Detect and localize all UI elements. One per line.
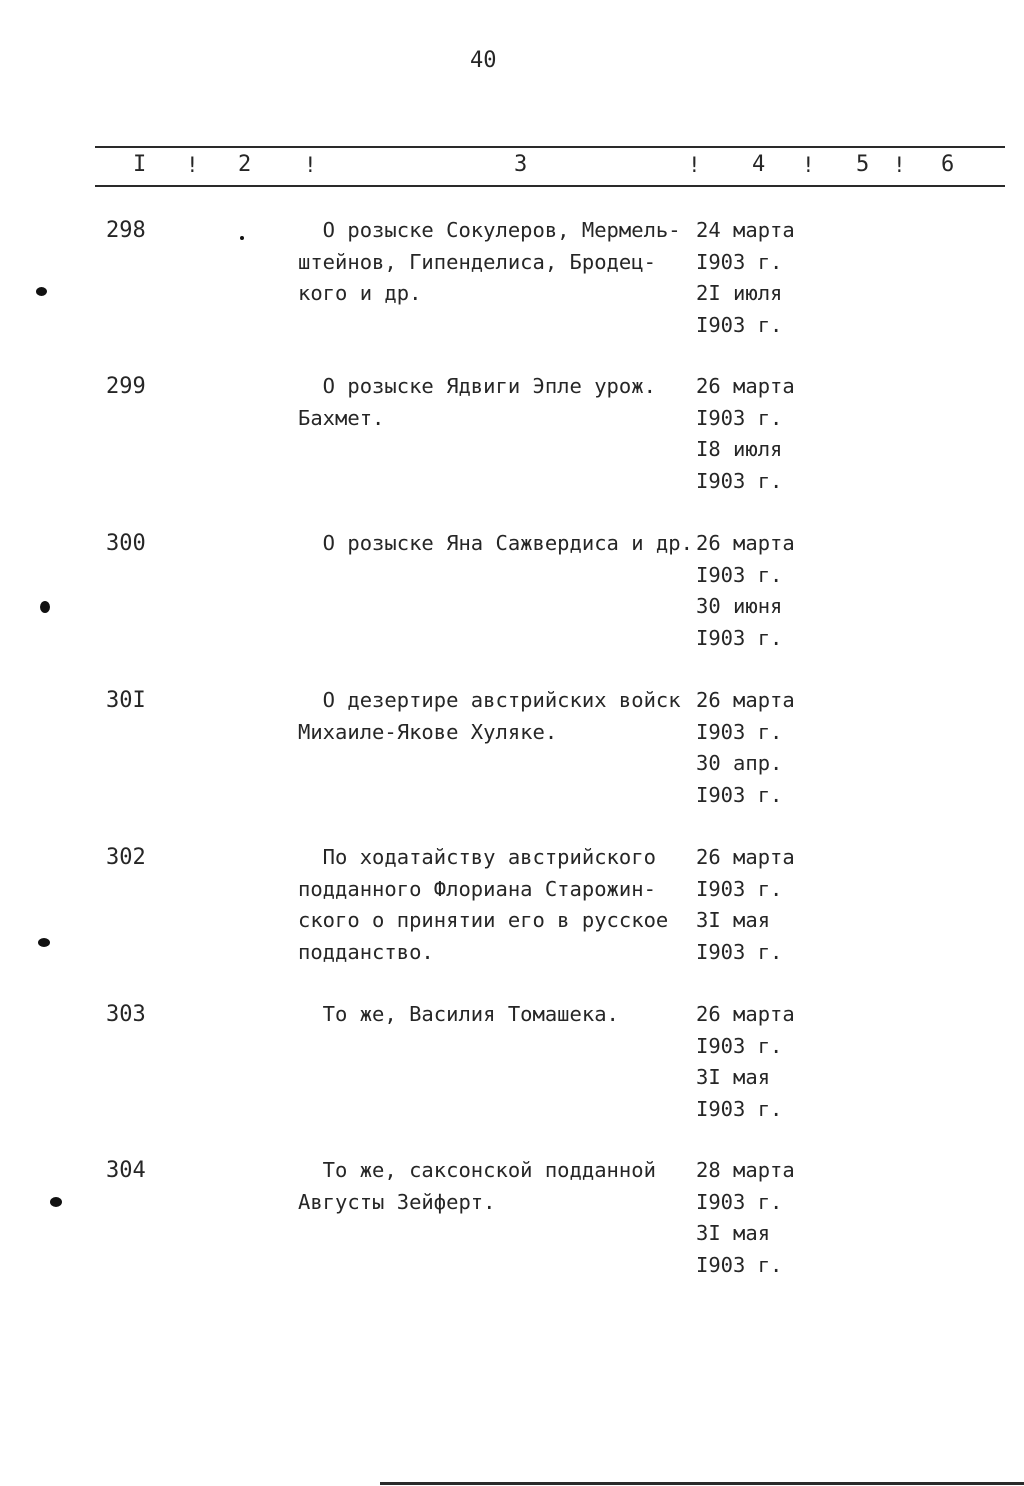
start-year: I903 г.	[696, 1189, 783, 1214]
column-separator: !	[688, 153, 701, 177]
record-title	[298, 215, 694, 310]
start-date: 26 марта	[696, 374, 795, 398]
scan-speck	[240, 236, 244, 240]
start-year: I903 г.	[696, 249, 783, 274]
start-year: I903 г.	[696, 1033, 783, 1058]
record-301	[0, 685, 1024, 835]
record-title	[298, 1155, 694, 1218]
record-title	[298, 999, 694, 1031]
record-title-line: подданного Флориана Старожин-	[298, 876, 656, 901]
record-300	[0, 528, 1024, 678]
scan-speck	[38, 938, 50, 947]
record-number: 298	[106, 218, 146, 243]
column-header-6: 6	[941, 152, 955, 177]
start-year: I903 г.	[696, 405, 783, 430]
start-year: I903 г.	[696, 876, 783, 901]
end-date: 2I июля	[696, 281, 783, 305]
record-title	[298, 842, 694, 968]
record-299	[0, 371, 1024, 521]
end-date: 30 апр.	[696, 751, 783, 775]
end-date: 30 июня	[696, 594, 783, 618]
column-separator: !	[304, 153, 317, 177]
record-dates	[696, 1155, 795, 1281]
page-number: 40	[470, 48, 497, 73]
start-date: 26 марта	[696, 688, 795, 712]
record-number: 302	[106, 845, 146, 870]
record-dates	[696, 999, 795, 1125]
column-header-4: 4	[752, 152, 766, 177]
start-date: 28 марта	[696, 1158, 795, 1182]
record-298	[0, 215, 1024, 365]
record-303	[0, 999, 1024, 1149]
end-year: I903 г.	[696, 782, 783, 807]
record-title-line: кого и др.	[298, 281, 422, 305]
record-title-line: То же, Василия Томашека.	[298, 1002, 619, 1026]
record-number: 304	[106, 1158, 146, 1183]
scan-speck	[50, 1197, 62, 1207]
record-302	[0, 842, 1024, 992]
start-date: 26 марта	[696, 1002, 795, 1026]
end-date: 3I мая	[696, 1065, 771, 1089]
scan-speck	[40, 601, 50, 613]
record-title	[298, 528, 694, 560]
end-year: I903 г.	[696, 1096, 783, 1121]
column-header-1: I	[133, 152, 147, 177]
record-title-line: Бахмет.	[298, 405, 385, 430]
column-separator: !	[186, 153, 199, 177]
record-title-line: ского о принятии его в русское	[298, 908, 669, 932]
record-number: 30I	[106, 688, 146, 713]
record-title-line: По ходатайству австрийского	[298, 845, 656, 869]
end-date: 3I мая	[696, 908, 771, 932]
scan-speck	[36, 287, 47, 296]
record-dates	[696, 842, 795, 968]
record-title-line: То же, саксонской подданной	[298, 1158, 656, 1182]
column-header-3: 3	[514, 152, 528, 177]
record-dates	[696, 371, 795, 497]
end-year: I903 г.	[696, 625, 783, 650]
column-header-2: 2	[238, 152, 252, 177]
start-date: 24 марта	[696, 218, 795, 242]
record-dates	[696, 215, 795, 341]
column-separator: !	[893, 153, 906, 177]
end-year: I903 г.	[696, 939, 783, 964]
record-dates	[696, 528, 795, 654]
end-year: I903 г.	[696, 468, 783, 493]
start-date: 26 марта	[696, 531, 795, 555]
start-year: I903 г.	[696, 719, 783, 744]
column-header-5: 5	[856, 152, 870, 177]
start-date: 26 марта	[696, 845, 795, 869]
record-title-line: О розыске Яна Сажвердиса и др.	[298, 531, 693, 555]
record-title-line: О розыске Ядвиги Эпле урож.	[298, 374, 656, 398]
end-date: I8 июля	[696, 437, 783, 461]
record-title-line: О розыске Сокулеров, Мермель-	[298, 218, 681, 242]
record-title-line: Августы Зейферт.	[298, 1189, 496, 1214]
footer-rule	[380, 1482, 1024, 1485]
record-title-line: подданство.	[298, 939, 434, 964]
record-number: 300	[106, 531, 146, 556]
record-title	[298, 371, 694, 434]
start-year: I903 г.	[696, 562, 783, 587]
record-304	[0, 1155, 1024, 1305]
record-title-line: Михаиле-Якове Хуляке.	[298, 719, 558, 744]
record-number: 299	[106, 374, 146, 399]
end-date: 3I мая	[696, 1221, 771, 1245]
header-rule-top	[95, 146, 1005, 148]
record-title-line: О дезертире австрийских войск	[298, 688, 681, 712]
end-year: I903 г.	[696, 1252, 783, 1277]
record-title-line: штейнов, Гипенделиса, Бродец-	[298, 249, 656, 274]
column-separator: !	[802, 153, 815, 177]
header-rule-bottom	[95, 185, 1005, 187]
record-dates	[696, 685, 795, 811]
record-number: 303	[106, 1002, 146, 1027]
record-title	[298, 685, 694, 748]
end-year: I903 г.	[696, 312, 783, 337]
